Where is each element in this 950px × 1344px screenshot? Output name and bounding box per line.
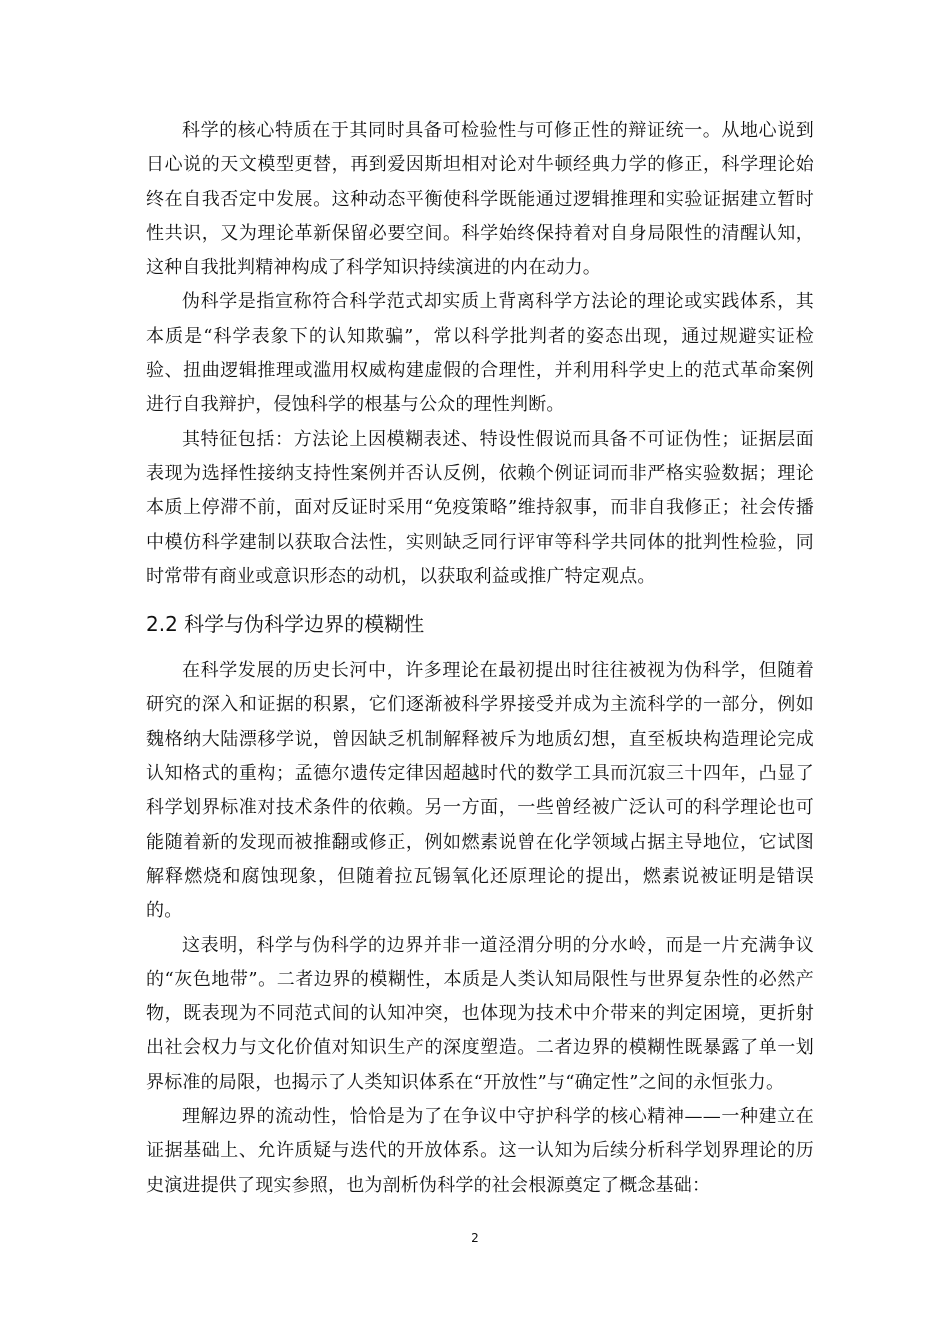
paragraph-pseudoscience-features: 其特征包括：方法论上因模糊表述、特设性假说而具备不可证伪性；证据层面表现为选择性接纳支持性案例并否认反例，依赖个例证词而非严格实验数据；理论本质上停滞不前，面对反证时采用“免疫策略”维持叙事，而非自我修正；社会传播中模仿科学建制以获取合法性，实则缺乏同行评审等科学共同体的批判性检验，同时常带有商业或意识形态的动机，以获取利益或推广特定观点。 bbox=[146, 428, 814, 587]
paragraph-history: 在科学发展的历史长河中，许多理论在最初提出时往往被视为伪科学，但随着研究的深入和证据的积累，它们逐渐被科学界接受并成为主流科学的一部分，例如魏格纳大陆漂移学说，曾因缺乏机制解释被斥为地质幻想，直至板块构造理论完成认知格式的重构；孟德尔遗传定律因超越时代的数学工具而沉寂三十四年，凸显了科学划界标准对技术条件的依赖。另一方面，一些曾经被广泛认可的科学理论也可能随着新的发现而被推翻或修正，例如燃素说曾在化学领域占据主导地位，它试图解释燃烧和腐蚀现象，但随着拉瓦锡氧化还原理论的提出，燃素说被证明是错误的。 bbox=[146, 660, 814, 922]
paragraph-science-core: 科学的核心特质在于其同时具备可检验性与可修正性的辩证统一。从地心说到日心说的天文模型更替，再到爱因斯坦相对论对牛顿经典力学的修正，科学理论始终在自我否定中发展。这种动态平衡使科学既能通过逻辑推理和实验证据建立暂时性共识，又为理论革新保留必要空间。科学始终保持着对自身局限性的清醒认知，这种自我批判精神构成了科学知识持续演进的内在动力。 bbox=[146, 120, 814, 279]
paragraph-boundary-fluidity: 理解边界的流动性，恰恰是为了在争议中守护科学的核心精神——一种建立在证据基础上、允许质疑与迭代的开放体系。这一认知为后续分析科学划界理论的历史演进提供了现实参照，也为剖析伪科学的社会根源奠定了概念基础： bbox=[146, 1106, 814, 1196]
page-content bbox=[146, 114, 814, 1203]
paragraph-gray-zone: 这表明，科学与伪科学的边界并非一道泾渭分明的分水岭，而是一片充满争议的“灰色地带”。二者边界的模糊性，本质是人类认知局限性与世界复杂性的必然产物，既表现为不同范式间的认知冲突，也体现为技术中介带来的判定困境，更折射出社会权力与文化价值对知识生产的深度塑造。二者边界的模糊性既暴露了单一划界标准的局限，也揭示了人类知识体系在“开放性”与“确定性”之间的永恒张力。 bbox=[146, 934, 814, 1093]
section-heading: 2.2 科学与伪科学边界的模糊性 bbox=[146, 612, 425, 637]
paragraph-pseudoscience-definition: 伪科学是指宣称符合科学范式却实质上背离科学方法论的理论或实践体系，其本质是“科学表象下的认知欺骗”，常以科学批判者的姿态出现，通过规避实证检验、扭曲逻辑推理或滥用权威构建虚假的合理性，并利用科学史上的范式革命案例进行自我辩护，侵蚀科学的根基与公众的理性判断。 bbox=[146, 291, 814, 416]
page-number: 2 bbox=[471, 1231, 479, 1245]
